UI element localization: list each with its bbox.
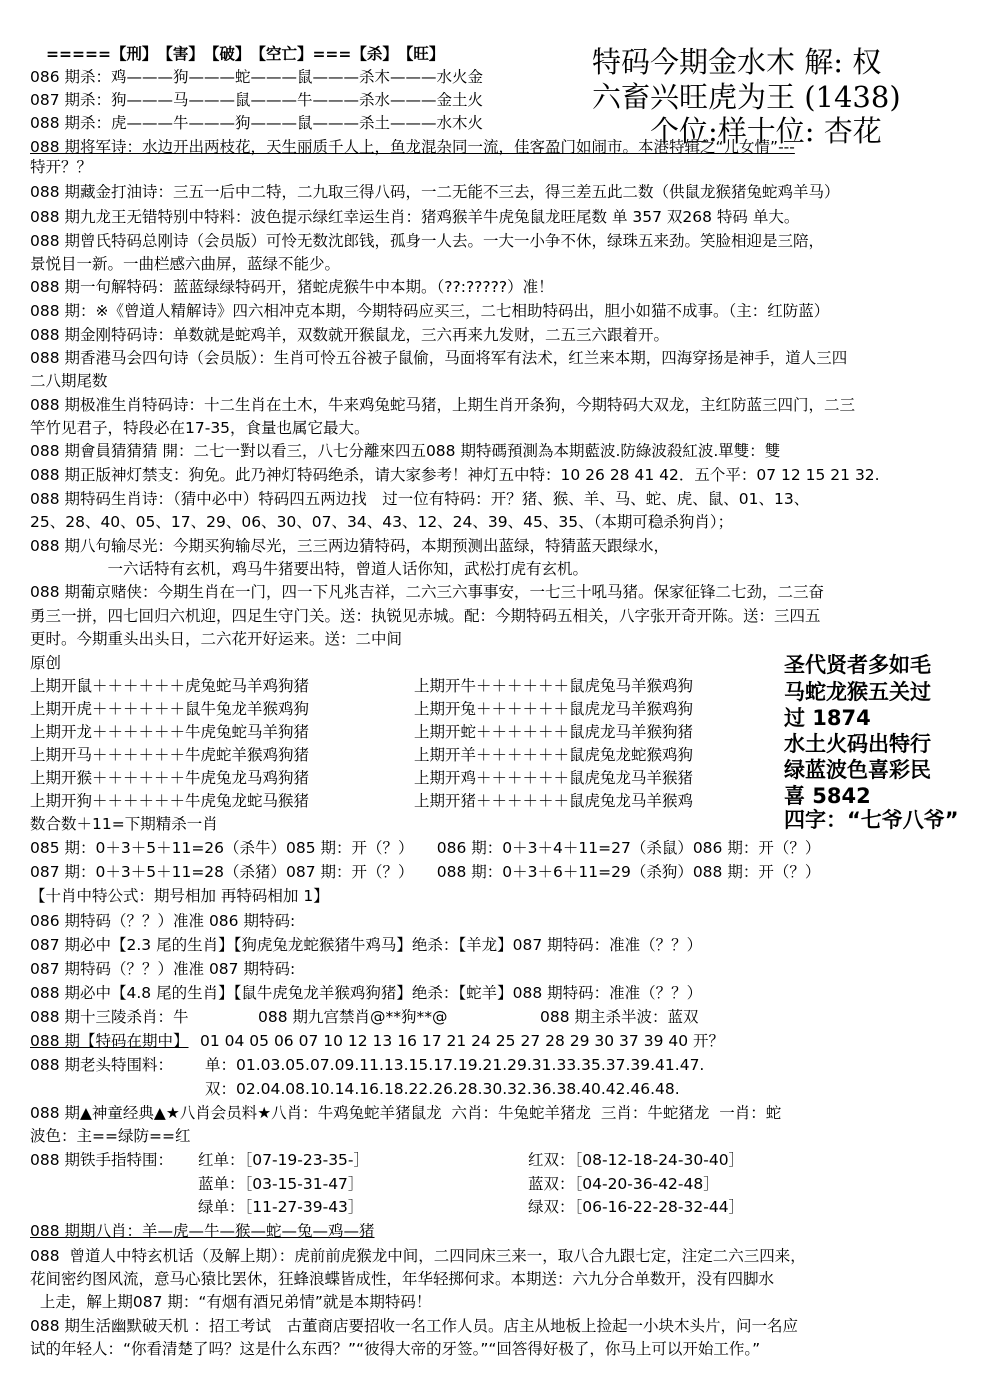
body-line: 088 期曾氏特码总刚诗（会员版）可怜无数沈郎钱，孤身一人去。一大一小争不休，绿珠五来劲。笑脸相迎是三陪，	[30, 232, 825, 250]
body-line: 25、28、40、05、17、29、06、30、07、34、43、12、24、39、45、35、（本期可稳杀狗肖）；	[30, 513, 734, 531]
poem-line: 过 1874	[784, 706, 871, 730]
body-line: 088 期：※《曾道人精解诗》四六相冲克本期，今期特码应买三，二七相助特码出，胆小如猫不成事。（主：红防蓝）	[30, 302, 830, 320]
ten-section-line: 087 期必中【2.3 尾的生肖】【狗虎兔龙蛇猴猪牛鸡马】绝杀：【羊龙】087 期特码：准准（？？）	[30, 936, 703, 954]
poem-line: 马蛇龙猴五关过	[784, 680, 931, 704]
body-line: 088 期一句解特码：蓝蓝绿绿特码开，猪蛇虎猴牛中本期。（??:?????）准！	[30, 278, 554, 296]
laotou-single: 单：01.03.05.07.09.11.13.15.17.19.21.29.31.33.35.37.39.41.47.	[205, 1056, 705, 1074]
laotou-label: 088 期老头特围料：	[30, 1056, 174, 1074]
qijian-numbers: 01 04 05 06 07 10 12 13 16 17 21 24 25 27 28 29 30 37 39 40 开？	[200, 1032, 725, 1050]
ten-section-line: 087 期特码（？？）准准 087 期特码:	[30, 960, 296, 978]
original-left-row: 上期开马＋＋＋＋＋＋牛虎蛇羊猴鸡狗猪	[30, 746, 310, 764]
body-line: 088 期香港马会四句诗（会员版）：生肖可怜五谷被子鼠偷，马面将军有法术，红兰来本期，四海穿扬是神手，道人三四	[30, 349, 848, 367]
iron-label: 088 期铁手指特围：	[30, 1151, 174, 1169]
sha-row-086: 086 期杀：鸡———狗———蛇———鼠———杀木———水火金	[30, 68, 484, 86]
original-left-row: 上期开猴＋＋＋＋＋＋牛虎兔龙马鸡狗猪	[30, 769, 310, 787]
tail-line: 上走，解上期087 期：“有烟有酒兄弟情”就是本期特码！	[30, 1293, 432, 1311]
iron-green-double: 绿双：［06-16-22-28-32-44］	[528, 1198, 745, 1216]
formula-row: 085 期：0＋3＋5＋11=26（杀牛）085 期：开（？） 086 期：0＋3＋4＋11=27（杀鼠）086 期：开（？）	[30, 839, 821, 857]
header-right-line-2: 六畜兴旺虎为王 (1438)	[592, 80, 901, 114]
poem-line: 绿蓝波色喜彩民	[784, 758, 931, 782]
body-line: 088 期极准生肖特码诗：十二生肖在土木，牛来鸡兔蛇马猪，上期生肖开条狗，今期特码大双龙，主红防蓝三四门，二三	[30, 396, 856, 414]
body-line: 088 期會員猜猜猜 開：二七一對以看三，八七分離來四五088 期特碼預測為本期藍波.防綠波殺紅波.單雙：雙	[30, 442, 781, 460]
poem-line: 四字：“七爷八爷”	[784, 808, 959, 832]
ten-section-line: 088 期必中【4.8 尾的生肖】【鼠牛虎兔龙羊猴鸡狗猪】绝杀：【蛇羊】088 期特码：准准（？？）	[30, 984, 703, 1002]
body-line: 竿竹见君子，特段必在17-35，食量也属它最大。	[30, 419, 370, 437]
body-line: 二八期尾数	[30, 372, 108, 390]
body-line: 088 期八句输尽光：今期买狗输尽光，三三两边猜特码，本期预测出蓝绿，特猜蓝天跟绿水，	[30, 537, 670, 555]
shentong-wave: 波色：主==绿防==红	[30, 1127, 191, 1145]
wuxing-title: =====【刑】 【害】 【破】 【空亡】===【杀】 【旺】	[46, 45, 445, 63]
tail-line: 花间密约图风流，意马心猿比罢休，狂蜂浪蝶皆成性，年华轻掷何求。本期送：六九分合单数开，没有四脚水	[30, 1270, 775, 1288]
iron-green-single: 绿单：［11-27-39-43］	[198, 1198, 364, 1216]
jiugong-ban: 088 期九宫禁肖@**狗**@	[258, 1008, 448, 1026]
body-line: 088 期九龙王无错特别中特料：波色提示绿红幸运生肖：猪鸡猴羊牛虎兔鼠龙旺尾数 单 357 双268 特码 单大。	[30, 208, 800, 226]
tail-line: 088 期生活幽默破天机 ：招工考试 古董商店要招收一名工作人员。店主从地板上捡起一小块木头片，问一名应	[30, 1317, 798, 1335]
header-right-line-1: 特码今期金水木 解: 权	[592, 45, 882, 79]
body-line: 088 期葡京赌侠：今期生肖在一门，四一下凡兆吉祥，二六三六事事安，一七三十吼马猪。保家征锋二七劲，二三奋	[30, 583, 825, 601]
body-line: 088 期特码生肖诗：（猜中必中）特码四五两边找 过一位有特码：开？猪、猴、羊、马、蛇、虎、鼠、01、13、	[30, 490, 810, 508]
header-right-line-3: 个位:样十位: 杏花	[650, 114, 882, 148]
original-left-row: 上期开狗＋＋＋＋＋＋牛虎兔龙蛇马猴猪	[30, 792, 310, 810]
body-line: 更时。今期重头出头日，二六花开好运来。送：二中间	[30, 630, 403, 648]
laotou-double: 双：02.04.08.10.14.16.18.22.26.28.30.32.36.38.40.42.46.48.	[205, 1080, 680, 1098]
iron-red-double: 红双：［08-12-18-24-30-40］	[528, 1151, 745, 1169]
tail-line: 试的年轻人：“你看清楚了吗？这是什么东西？”“彼得大帝的牙签。”“回答得好极了，你马上可以开始工作。”	[30, 1340, 761, 1358]
original-title: 原创	[30, 654, 62, 672]
body-line: 景悦目一新。一曲栏感六曲屏，蓝绿不能少。	[30, 255, 341, 273]
iron-blue-double: 蓝双：［04-20-36-42-48］	[528, 1175, 719, 1193]
original-right-row: 上期开猪＋＋＋＋＋＋鼠虎兔龙马羊猴鸡	[414, 792, 694, 810]
original-right-row: 上期开羊＋＋＋＋＋＋鼠虎兔龙蛇猴鸡狗	[414, 746, 694, 764]
poem-line: 水土火码出特行	[784, 732, 931, 756]
original-left-row: 上期开鼠＋＋＋＋＋＋虎兔蛇马羊鸡狗猪	[30, 677, 310, 695]
original-right-row: 上期开鸡＋＋＋＋＋＋鼠虎兔龙马羊猴猪	[414, 769, 694, 787]
body-line: 勇三一拼，四七回归六机迎，四足生守门关。送：执锐见赤城。配：今期特码五相关，八字张开奇开陈。送：三四五	[30, 607, 821, 625]
body-line: 088 期藏金打油诗：三五一后中二特，二九取三得八码，一二无能不三去，得三差五此二数（供鼠龙猴猪兔蛇鸡羊马）	[30, 183, 840, 201]
original-right-row: 上期开兔＋＋＋＋＋＋鼠虎龙马羊猴鸡狗	[414, 700, 694, 718]
iron-blue-single: 蓝单：［03-15-31-47］	[198, 1175, 364, 1193]
poem-line: 圣代贤者多如毛	[784, 653, 931, 677]
original-right-row: 上期开牛＋＋＋＋＋＋鼠虎兔马羊猴鸡狗	[414, 677, 694, 695]
original-right-row: 上期开蛇＋＋＋＋＋＋鼠虎龙马羊猴狗猪	[414, 723, 694, 741]
poem-line: 喜 5842	[784, 784, 871, 808]
ten-section-line: 【十肖中特公式：期号相加 再特码相加 1】	[30, 887, 329, 905]
tail-line: 088 曾道人中特玄机话（及解上期）：虎前前虎猴龙中间，二四同床三来一，取八合九跟七定，注定二六三四来，	[30, 1247, 806, 1265]
body-line: 一六话特有玄机，鸡马牛猪要出特，曾道人话你知，武松打虎有玄机。	[30, 560, 589, 578]
iron-red-single: 红单：［07-19-23-35-］	[198, 1151, 370, 1169]
sha-row-088: 088 期杀：虎———牛———狗———鼠———杀土———水木火	[30, 114, 484, 132]
body-line: 特开？？	[30, 158, 93, 176]
original-left-row: 上期开虎＋＋＋＋＋＋鼠牛兔龙羊猴鸡狗	[30, 700, 310, 718]
body-line: 088 期正版神灯禁支：狗免。此乃神灯特码绝杀，请大家参考！神灯五中特：10 26 28 41 42．五个平：07 12 15 21 32.	[30, 466, 880, 484]
shentong-line: 088 期▲神童经典▲★八肖会员料★八肖：牛鸡兔蛇羊猪鼠龙 六肖：牛兔蛇羊猪龙 三肖：牛蛇猪龙 一肖：蛇	[30, 1104, 782, 1122]
eight-zodiac: 088 期期八肖：羊—虎—牛—猴—蛇—兔—鸡—猪	[30, 1222, 375, 1240]
original-left-row: 上期开龙＋＋＋＋＋＋牛虎兔蛇马羊狗猪	[30, 723, 310, 741]
ten-section-line: 086 期特码（？？）准准 086 期特码:	[30, 912, 296, 930]
body-line: 088 期将军诗：水边开出两枝花，天生丽质千人上，鱼龙混杂同一流，佳客盈门如闹市。本港特辑之“儿女情”---	[30, 138, 795, 156]
banbo-kill: 088 期主杀半波：蓝双	[540, 1008, 699, 1026]
formula-row: 087 期：0＋3＋5＋11=28（杀猪）087 期：开（？） 088 期：0＋3＋6＋11=29（杀狗）088 期：开（？）	[30, 863, 821, 881]
formula-title: 数合数＋11=下期精杀一肖	[30, 815, 218, 833]
thirteen-kill: 088 期十三陵杀肖：牛	[30, 1008, 189, 1026]
qijian-label: 088 期【特码在期中】	[30, 1032, 189, 1050]
body-line: 088 期金刚特码诗：单数就是蛇鸡羊，双数就开猴鼠龙，三六再来九发财，二五三六跟着开。	[30, 326, 670, 344]
sha-row-087: 087 期杀：狗———马———鼠———牛———杀水———金土火	[30, 91, 484, 109]
